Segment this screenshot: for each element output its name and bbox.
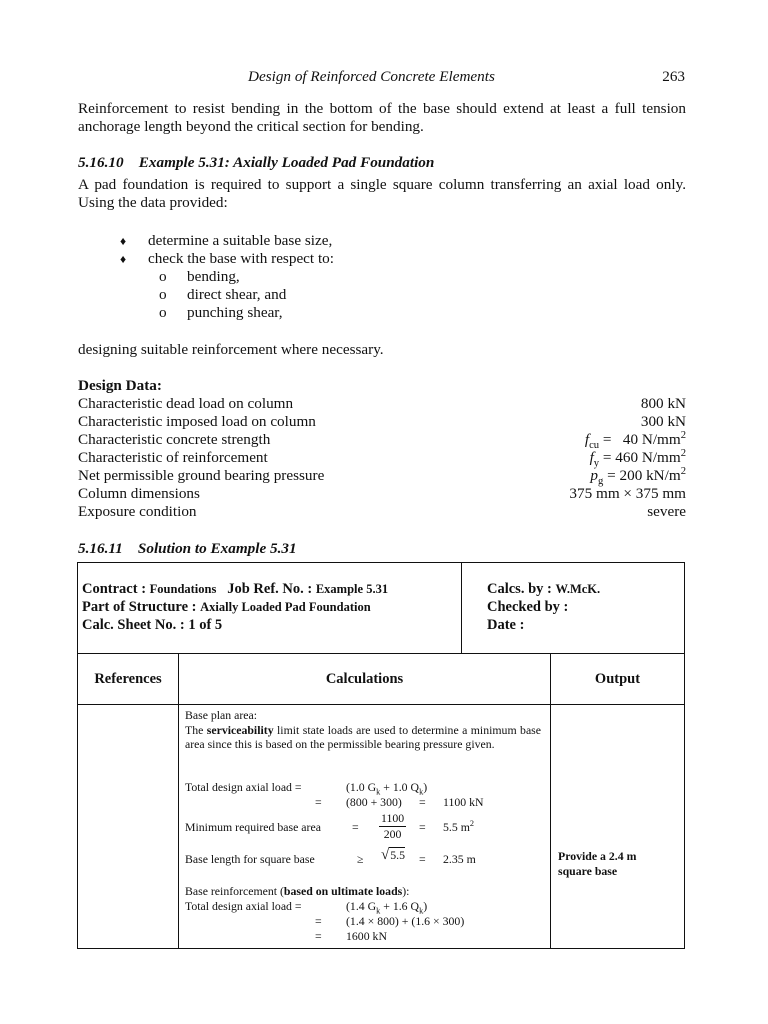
text-fragment: ):	[402, 884, 410, 898]
design-data-value: 200 kN/m	[619, 467, 681, 484]
min-area-value	[443, 820, 474, 835]
text-fragment: The	[185, 722, 204, 737]
design-data-label: Exposure condition	[78, 503, 197, 520]
example-paragraph: A pad foundation is required to support a single square column transferring an axial load only. Using the data provided:	[78, 176, 686, 211]
circle-bullet-icon: o	[159, 286, 167, 303]
equals-sign: =	[599, 449, 612, 466]
design-data-label: Characteristic imposed load on column	[78, 413, 316, 430]
calcs-by-value: W.McK.	[555, 582, 601, 596]
ultimate-loads-term: based on ultimate loads	[283, 884, 403, 898]
design-data-superscript: 2	[680, 447, 686, 459]
header-separator	[77, 653, 685, 654]
running-header-title: Design of Reinforced Concrete Elements	[248, 68, 495, 85]
square-root-expression	[381, 848, 405, 863]
design-data-subscript: g	[598, 476, 604, 488]
expr-fragment: + 1.6 Q	[380, 899, 420, 913]
calc-sheet-label: Calc. Sheet No. :	[82, 617, 185, 633]
sheet-border-left	[77, 562, 78, 949]
expr-subscript: k	[419, 906, 424, 916]
fraction-numerator: 1100	[381, 811, 405, 825]
base-length-label: Base length for square base	[185, 852, 315, 866]
intro-paragraph: Reinforcement to resist bending in the bottom of the base should extend at least a full tension anchorage length beyond the critical section for bending.	[78, 100, 686, 135]
design-data-label: Column dimensions	[78, 485, 200, 502]
design-data-value: 375 mm × 375 mm	[569, 485, 686, 502]
uls-sum: (1.4 × 800) + (1.6 × 300)	[346, 914, 465, 928]
circle-bullet-icon: o	[159, 268, 167, 285]
design-data-subscript: y	[593, 458, 600, 470]
equals-sign: =	[315, 929, 322, 943]
checked-by-label: Checked by :	[487, 599, 569, 615]
part-of-structure-label: Part of Structure :	[82, 599, 197, 615]
total-load-label: Total design axial load =	[185, 780, 302, 794]
sheet-border-top	[77, 562, 685, 563]
output-divider	[550, 653, 551, 949]
design-data-symbol: p	[590, 467, 599, 484]
circle-bullet-icon: o	[159, 304, 167, 321]
design-data-value: 800 kN	[640, 395, 686, 412]
design-data-label: Net permissible ground bearing pressure	[78, 467, 325, 484]
design-data-superscript: 2	[680, 465, 686, 477]
design-data-heading: Design Data:	[78, 377, 162, 394]
design-data-superscript: 2	[680, 429, 686, 441]
column-header-output: Output	[594, 671, 641, 687]
design-data-label: Characteristic dead load on column	[78, 395, 294, 412]
equals-sign: =	[315, 795, 322, 809]
sheet-header-left	[82, 580, 388, 634]
value-superscript: 2	[469, 819, 474, 829]
design-data-label: Characteristic of reinforcement	[78, 449, 268, 466]
uls-expression	[346, 899, 427, 914]
base-plan-area-heading: Base plan area:	[185, 708, 258, 722]
total-load-expression	[346, 780, 427, 795]
expr-subscript: k	[376, 787, 381, 797]
column-header-references: References	[94, 671, 162, 687]
equals-sign: =	[603, 467, 616, 484]
bullet-item: check the base with respect to:	[148, 250, 334, 267]
design-data-value: 300 kN	[640, 413, 686, 430]
diamond-bullet-icon: ♦	[120, 234, 127, 248]
design-data-value: 460 N/mm	[615, 449, 681, 466]
text-fragment: limit state loads are used to determine a minimum base area since this is based on the permissible bearing pressure given.	[185, 722, 542, 751]
sheet-border-right	[684, 562, 685, 949]
expr-fragment: (1.4 G	[346, 899, 377, 913]
design-data-value: 40 N/mm	[622, 431, 681, 448]
column-header-calculations: Calculations	[325, 671, 404, 687]
header-divider	[461, 562, 462, 654]
closing-sentence: designing suitable reinforcement where necessary.	[78, 341, 384, 358]
calcs-by-label: Calcs. by :	[487, 581, 552, 597]
total-load-label: Total design axial load =	[185, 899, 302, 913]
value-text: 5.5 m	[443, 820, 470, 834]
column-header-separator	[77, 704, 685, 705]
equals-sign: =	[315, 914, 322, 928]
equals-sign: =	[419, 795, 426, 809]
expr-fragment: + 1.0 Q	[380, 780, 420, 794]
job-ref-label: Job Ref. No. :	[227, 581, 313, 597]
sub-bullet-item: bending,	[187, 268, 240, 285]
expr-fragment: )	[423, 899, 428, 913]
design-data-subscript: cu	[589, 440, 600, 452]
equals-sign: =	[419, 852, 426, 866]
equals-sign: =	[599, 431, 612, 448]
expr-fragment: (1.0 G	[346, 780, 377, 794]
section-title: Example 5.31: Axially Loaded Pad Foundation	[138, 154, 435, 171]
design-data-symbol: f	[584, 431, 590, 448]
uls-result: 1600 kN	[346, 929, 387, 943]
sheet-header-right	[487, 580, 600, 634]
part-of-structure-value: Axially Loaded Pad Foundation	[200, 600, 371, 614]
sub-bullet-item: direct shear, and	[187, 286, 287, 303]
calc-sheet-value: 1 of 5	[188, 617, 223, 633]
section-title: Solution to Example 5.31	[137, 540, 297, 557]
design-data-value: severe	[647, 503, 686, 520]
serviceability-term: serviceability	[206, 722, 274, 737]
sls-sum: (800 + 300)	[346, 795, 402, 809]
min-area-label: Minimum required base area	[185, 820, 321, 834]
area-fraction	[379, 811, 406, 841]
references-divider	[178, 653, 179, 949]
job-ref-value: Example 5.31	[315, 582, 389, 596]
sheet-border-bottom	[77, 948, 685, 949]
serviceability-paragraph	[185, 723, 541, 752]
greater-equal-sign: ≥	[357, 852, 364, 866]
design-data-symbol: f	[589, 449, 594, 466]
expr-subscript: k	[376, 906, 381, 916]
diamond-bullet-icon: ♦	[120, 252, 127, 266]
output-provide-base: Provide a 2.4 m square base	[558, 849, 637, 878]
text-fragment: Base reinforcement (	[185, 884, 284, 898]
date-label: Date :	[487, 617, 525, 633]
expr-subscript: k	[419, 787, 424, 797]
design-data-label: Characteristic concrete strength	[78, 431, 271, 448]
base-length-value: 2.35 m	[443, 852, 476, 866]
bullet-item: determine a suitable base size,	[148, 232, 333, 249]
fraction-denominator: 200	[383, 826, 402, 841]
contract-label: Contract :	[82, 581, 147, 597]
calculations-content	[185, 708, 541, 752]
section-number: 5.16.10	[78, 154, 124, 171]
expr-fragment: )	[423, 780, 428, 794]
contract-value: Foundations	[149, 582, 217, 596]
page-number: 263	[662, 68, 685, 85]
radical-icon: √	[381, 847, 390, 863]
sqrt-argument: 5.5	[390, 848, 405, 862]
equals-sign: =	[352, 820, 359, 834]
base-reinforcement-heading	[185, 884, 409, 899]
equals-sign: =	[419, 820, 426, 834]
sub-bullet-item: punching shear,	[187, 304, 283, 321]
section-number: 5.16.11	[78, 540, 123, 557]
sls-result: 1100 kN	[443, 795, 484, 809]
